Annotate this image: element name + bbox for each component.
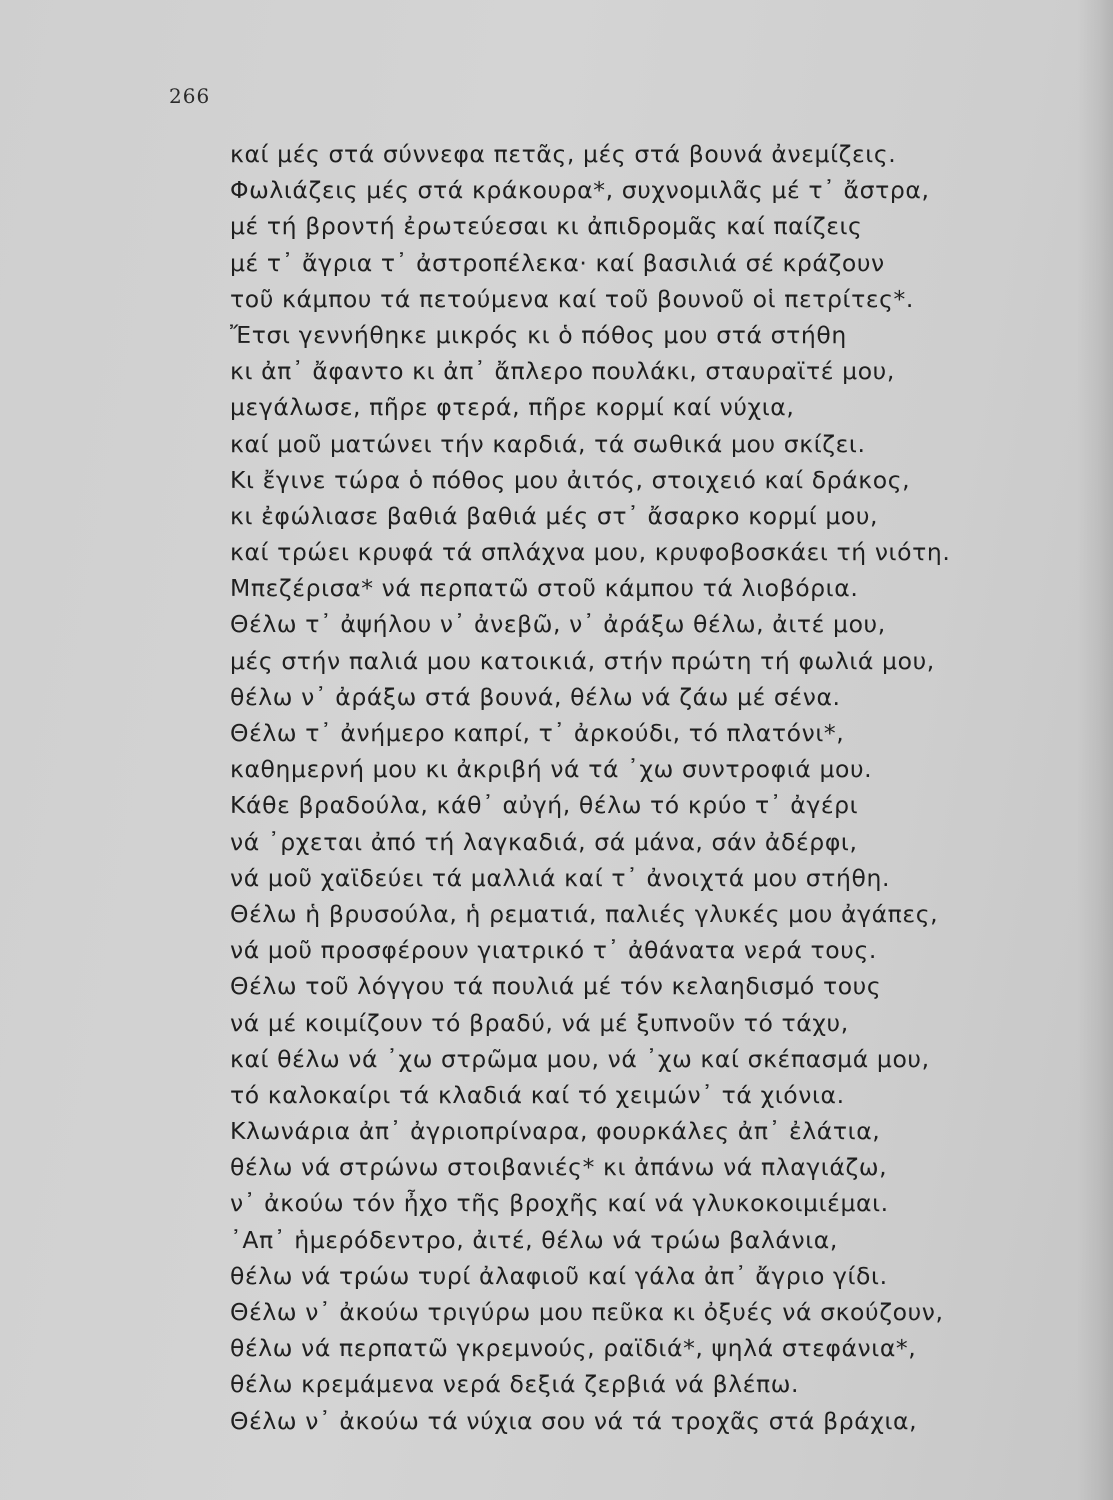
verse-line: νά ᾽ρχεται ἀπό τή λαγκαδιά, σά μάνα, σάν ἀδέρφι, xyxy=(230,827,858,856)
page-edge-shadow xyxy=(1077,0,1113,1500)
verse-line: νά μέ κοιμίζουν τό βραδύ, νά μέ ξυπνοῦν τό τάχυ, xyxy=(230,1008,849,1037)
verse-line: καί θέλω νά ᾽χω στρῶμα μου, νά ᾽χω καί σκέπασμά μου, xyxy=(230,1044,930,1073)
poem-text xyxy=(230,136,1080,1439)
verse-line: Θέλω ν᾽ ἀκούω τά νύχια σου νά τά τροχᾶς στά βράχια, xyxy=(230,1406,918,1435)
verse-line: καθημερνή μου κι ἀκριβή νά τά ᾽χω συντροφιά μου. xyxy=(230,755,873,784)
verse-line: Θέλω τ᾽ ἀνήμερο καπρί, τ᾽ ἀρκούδι, τό πλατόνι*, xyxy=(230,719,845,747)
verse-line: θέλω κρεμάμενα νερά δεξιά ζερβιά νά βλέπω. xyxy=(230,1370,800,1399)
verse-line: Θέλω ν᾽ ἀκούω τριγύρω μου πεῦκα κι ὀξυές νά σκούζουν, xyxy=(230,1298,944,1326)
verse-line: Θέλω τ᾽ ἀψήλου ν᾽ ἀνεβῶ, ν᾽ ἀράξω θέλω, ἀιτέ μου, xyxy=(230,610,886,639)
verse-line: Θέλω τοῦ λόγγου τά πουλιά μέ τόν κελαηδισμό τους xyxy=(230,972,882,1001)
verse-line: καί μοῦ ματώνει τήν καρδιά, τά σωθικά μου σκίζει. xyxy=(230,429,866,458)
verse-line: Μπεζέρισα* νά περπατῶ στοῦ κάμπου τά λιοβόρια. xyxy=(230,574,859,603)
verse-line: Ἔτσι γεννήθηκε μικρός κι ὁ πόθος μου στά στήθη xyxy=(230,320,847,349)
verse-line: τοῦ κάμπου τά πετούμενα καί τοῦ βουνοῦ οἱ πετρίτες*. xyxy=(230,284,914,313)
verse-line: θέλω ν᾽ ἀράξω στά βουνά, θέλω νά ζάω μέ σένα. xyxy=(230,682,841,711)
verse-line: ν᾽ ἀκούω τόν ἦχο τῆς βροχῆς καί νά γλυκοκοιμιέμαι. xyxy=(230,1189,889,1218)
verse-line: μές στήν παλιά μου κατοικιά, στήν πρώτη τή φωλιά μου, xyxy=(230,646,935,675)
verse-line: Φωλιάζεις μές στά κράκουρα*, συχνομιλᾶς μέ τ᾽ ἄστρα, xyxy=(230,176,930,205)
verse-line: μεγάλωσε, πῆρε φτερά, πῆρε κορμί καί νύχια, xyxy=(230,393,795,422)
page-number: 266 xyxy=(169,84,211,108)
verse-line: θέλω νά στρώνω στοιβανιές* κι ἀπάνω νά πλαγιάζω, xyxy=(230,1153,888,1182)
verse-line: κι ἐφώλιασε βαθιά βαθιά μές στ᾽ ἄσαρκο κορμί μου, xyxy=(230,501,879,530)
verse-line: κι ἀπ᾽ ἄφαντο κι ἀπ᾽ ἄπλερο πουλάκι, σταυραϊτέ μου, xyxy=(230,357,895,386)
verse-line: καί μές στά σύννεφα πετᾶς, μές στά βουνά ἀνεμίζεις. xyxy=(230,140,897,168)
verse-line: μέ τ᾽ ἄγρια τ᾽ ἀστροπέλεκα· καί βασιλιά σέ κράζουν xyxy=(230,248,885,277)
verse-line: νά μοῦ χαϊδεύει τά μαλλιά καί τ᾽ ἀνοιχτά μου στήθη. xyxy=(230,863,891,892)
verse-line: ᾽Απ᾽ ἡμερόδεντρο, ἀιτέ, θέλω νά τρώω βαλάνια, xyxy=(230,1225,838,1254)
verse-line: θέλω νά περπατῶ γκρεμνούς, ραϊδιά*, ψηλά στεφάνια*, xyxy=(230,1334,917,1363)
verse-line: Θέλω ἡ βρυσούλα, ἡ ρεματιά, παλιές γλυκές μου ἀγάπες, xyxy=(230,899,939,928)
verse-line: νά μοῦ προσφέρουν γιατρικό τ᾽ ἀθάνατα νερά τους. xyxy=(230,936,877,965)
verse-line: τό καλοκαίρι τά κλαδιά καί τό χειμών᾽ τά χιόνια. xyxy=(230,1080,845,1109)
verse-line: Κι ἔγινε τώρα ὁ πόθος μου ἀιτός, στοιχειό καί δράκος, xyxy=(230,465,911,494)
verse-line: Κλωνάρια ἀπ᾽ ἀγριοπρίναρα, φουρκάλες ἀπ᾽ ἐλάτια, xyxy=(230,1117,881,1146)
verse-line: θέλω νά τρώω τυρί ἀλαφιοῦ καί γάλα ἀπ᾽ ἄγριο γίδι. xyxy=(230,1261,888,1290)
verse-line: Κάθε βραδούλα, κάθ᾽ αὐγή, θέλω τό κρύο τ᾽ ἀγέρι xyxy=(230,791,859,820)
verse-line: καί τρώει κρυφά τά σπλάχνα μου, κρυφοβοσκάει τή νιότη. xyxy=(230,538,951,567)
verse-line: μέ τή βροντή ἐρωτεύεσαι κι ἀπιδρομᾶς καί παίζεις xyxy=(230,212,863,241)
